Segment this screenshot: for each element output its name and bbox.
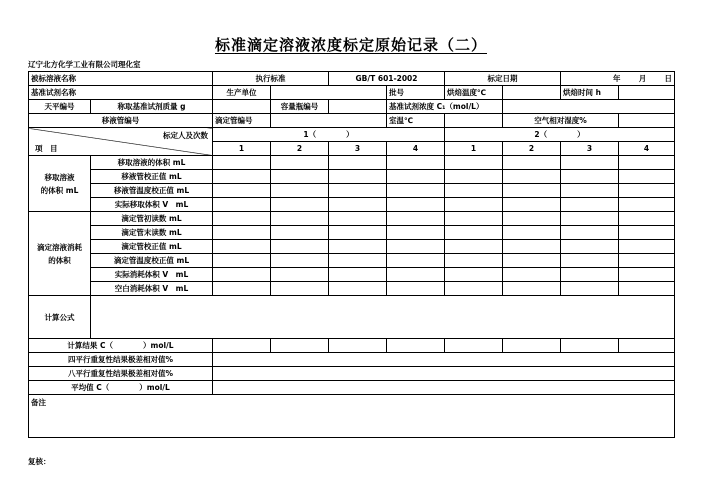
section2-label-line2: 的体积 (48, 255, 71, 265)
four-parallel-label: 四平行重复性结果极差相对值% (29, 353, 213, 367)
data-cell[interactable] (619, 282, 675, 296)
data-cell[interactable] (561, 268, 619, 282)
data-cell[interactable] (329, 282, 387, 296)
data-cell[interactable] (503, 212, 561, 226)
data-cell[interactable] (561, 339, 619, 353)
row-label: 实际消耗体积 V mL (91, 268, 213, 282)
burette-number-value[interactable] (271, 114, 387, 128)
info-row-3 (29, 100, 675, 114)
data-cell[interactable] (329, 156, 387, 170)
formula-label: 计算公式 (29, 296, 91, 339)
data-cell[interactable] (619, 212, 675, 226)
data-cell[interactable] (445, 268, 503, 282)
dry-time-label: 烘焙时间 h (561, 86, 619, 100)
data-cell[interactable] (213, 254, 271, 268)
data-cell[interactable] (213, 282, 271, 296)
section1-label-line1: 移取溶液 (44, 172, 75, 182)
calibration-date-field[interactable] (561, 72, 675, 86)
eight-parallel-row (29, 367, 675, 381)
data-cell[interactable] (445, 240, 503, 254)
data-cell[interactable] (387, 198, 445, 212)
reagent-conc-value[interactable] (503, 100, 675, 114)
data-cell[interactable] (445, 212, 503, 226)
data-cell[interactable] (445, 156, 503, 170)
table-row (29, 240, 675, 254)
dry-time-value[interactable] (619, 86, 675, 100)
item-diagonal-header (29, 128, 213, 156)
data-cell[interactable] (619, 268, 675, 282)
data-cell[interactable] (271, 212, 329, 226)
average-row (29, 381, 675, 395)
data-cell[interactable] (561, 240, 619, 254)
data-cell[interactable] (503, 282, 561, 296)
mass-label: 称取基准试剂质量 g (91, 100, 213, 114)
row-label: 滴定管校正值 mL (91, 240, 213, 254)
col-number: 2 (503, 142, 561, 156)
data-cell[interactable] (271, 254, 329, 268)
data-cell[interactable] (213, 268, 271, 282)
data-cell[interactable] (445, 339, 503, 353)
result-row (29, 339, 675, 353)
data-cell[interactable] (561, 226, 619, 240)
data-cell[interactable] (503, 240, 561, 254)
data-cell[interactable] (503, 226, 561, 240)
data-cell[interactable] (271, 240, 329, 254)
room-temp-value[interactable] (445, 114, 503, 128)
record-form (28, 71, 675, 438)
header-row-1 (29, 128, 675, 142)
data-cell[interactable] (213, 156, 271, 170)
table-row (29, 226, 675, 240)
table-row (29, 212, 675, 226)
data-cell[interactable] (387, 156, 445, 170)
formula-field[interactable] (91, 296, 675, 339)
year-label: 年 (612, 74, 621, 83)
data-cell[interactable] (387, 339, 445, 353)
data-cell[interactable] (619, 198, 675, 212)
data-cell[interactable] (213, 198, 271, 212)
data-cell[interactable] (445, 254, 503, 268)
col-number: 4 (619, 142, 675, 156)
data-cell[interactable] (387, 240, 445, 254)
row-label: 移液管温度校正值 mL (91, 184, 213, 198)
dry-temp-label: 烘焙温度℃ (445, 86, 503, 100)
data-cell[interactable] (271, 156, 329, 170)
data-cell[interactable] (213, 170, 271, 184)
data-cell[interactable] (503, 254, 561, 268)
data-cell[interactable] (387, 226, 445, 240)
document-title: 标准滴定溶液浓度标定原始记录（二） (214, 36, 487, 54)
data-cell[interactable] (271, 282, 329, 296)
data-cell[interactable] (329, 170, 387, 184)
data-cell[interactable] (213, 184, 271, 198)
four-parallel-value[interactable] (213, 353, 675, 367)
eight-parallel-label: 八平行重复性结果极差相对值% (29, 367, 213, 381)
data-cell[interactable] (329, 339, 387, 353)
data-cell[interactable] (387, 268, 445, 282)
table-row (29, 282, 675, 296)
mass-value[interactable] (213, 100, 271, 114)
table-row (29, 268, 675, 282)
row-label: 滴定管初读数 mL (91, 212, 213, 226)
data-cell[interactable] (271, 226, 329, 240)
col-number: 3 (329, 142, 387, 156)
remarks-row (29, 395, 675, 438)
table-row (29, 198, 675, 212)
data-cell[interactable] (445, 184, 503, 198)
row-label: 滴定管温度校正值 mL (91, 254, 213, 268)
result-label: 计算结果 C（ ）mol/L (29, 339, 213, 353)
data-cell[interactable] (271, 170, 329, 184)
maker-label: 生产单位 (213, 86, 271, 100)
data-cell[interactable] (561, 198, 619, 212)
data-cell[interactable] (561, 254, 619, 268)
person1-header: 1（ ） (213, 128, 445, 142)
data-cell[interactable] (387, 254, 445, 268)
section1-label-line2: 的体积 mL (40, 185, 79, 195)
data-cell[interactable] (619, 339, 675, 353)
data-cell[interactable] (619, 226, 675, 240)
data-cell[interactable] (213, 240, 271, 254)
data-cell[interactable] (561, 212, 619, 226)
table-row (29, 156, 675, 170)
data-cell[interactable] (271, 184, 329, 198)
standard-label: 执行标准 (213, 72, 329, 86)
reviewer-label: 复核： (28, 457, 51, 466)
data-cell[interactable] (387, 212, 445, 226)
info-row-2 (29, 86, 675, 100)
four-parallel-row (29, 353, 675, 367)
batch-label: 批号 (387, 86, 445, 100)
solution-name-label: 被标溶液名称 (29, 72, 213, 86)
data-cell[interactable] (329, 240, 387, 254)
data-cell[interactable] (619, 184, 675, 198)
data-cell[interactable] (619, 170, 675, 184)
info-row-4 (29, 114, 675, 128)
data-cell[interactable] (329, 254, 387, 268)
data-cell[interactable] (271, 198, 329, 212)
data-cell[interactable] (503, 170, 561, 184)
data-cell[interactable] (329, 268, 387, 282)
flask-label: 容量瓶编号 (271, 100, 329, 114)
section2-label (29, 212, 91, 296)
col-number: 4 (387, 142, 445, 156)
humidity-label: 空气相对湿度% (503, 114, 619, 128)
data-cell[interactable] (619, 156, 675, 170)
data-cell[interactable] (561, 184, 619, 198)
data-cell[interactable] (329, 226, 387, 240)
pipette-number-label: 移液管编号 (29, 114, 213, 128)
data-cell[interactable] (503, 156, 561, 170)
col-number: 1 (445, 142, 503, 156)
col-number: 3 (561, 142, 619, 156)
data-cell[interactable] (271, 268, 329, 282)
maker-value[interactable] (271, 86, 387, 100)
calibration-date-label: 标定日期 (445, 72, 561, 86)
row-label: 空白消耗体积 V mL (91, 282, 213, 296)
data-cell[interactable] (503, 339, 561, 353)
data-cell[interactable] (387, 170, 445, 184)
col-number: 1 (213, 142, 271, 156)
data-cell[interactable] (619, 240, 675, 254)
data-cell[interactable] (329, 212, 387, 226)
humidity-value[interactable] (619, 114, 675, 128)
company-name: 辽宁北方化学工业有限公司理化室 (28, 60, 141, 69)
data-cell[interactable] (271, 339, 329, 353)
row-label: 实际移取体积 V mL (91, 198, 213, 212)
row-label: 移液管校正值 mL (91, 170, 213, 184)
room-temp-label: 室温℃ (387, 114, 445, 128)
average-label: 平均值 C（ ）mol/L (29, 381, 213, 395)
burette-number-label: 滴定管编号 (213, 114, 271, 128)
data-cell[interactable] (445, 282, 503, 296)
eight-parallel-value[interactable] (213, 367, 675, 381)
person-times-label: 标定人及次数 (163, 131, 208, 140)
section1-label (29, 156, 91, 212)
data-cell[interactable] (561, 156, 619, 170)
data-cell[interactable] (619, 254, 675, 268)
row-label: 滴定管末读数 mL (91, 226, 213, 240)
data-cell[interactable] (561, 282, 619, 296)
table-row (29, 170, 675, 184)
reagent-name-label: 基准试剂名称 (29, 86, 213, 100)
day-label: 日 (664, 74, 673, 83)
data-cell[interactable] (503, 198, 561, 212)
data-cell[interactable] (387, 184, 445, 198)
table-row (29, 184, 675, 198)
data-cell[interactable] (387, 282, 445, 296)
info-row-1 (29, 72, 675, 86)
reagent-conc-label: 基准试剂浓度 C₁（mol/L） (387, 100, 503, 114)
data-cell[interactable] (213, 339, 271, 353)
month-label: 月 (638, 74, 647, 83)
data-cell[interactable] (329, 184, 387, 198)
data-cell[interactable] (503, 268, 561, 282)
row-label: 移取溶液的体积 mL (91, 156, 213, 170)
col-number: 2 (271, 142, 329, 156)
data-cell[interactable] (561, 170, 619, 184)
formula-row (29, 296, 675, 339)
data-cell[interactable] (329, 198, 387, 212)
data-cell[interactable] (213, 212, 271, 226)
table-row (29, 254, 675, 268)
dry-temp-value[interactable] (503, 86, 561, 100)
data-cell[interactable] (445, 226, 503, 240)
remarks-field[interactable] (29, 395, 675, 438)
average-value[interactable] (213, 381, 675, 395)
flask-value[interactable] (329, 100, 387, 114)
remarks-label: 备注 (31, 398, 46, 407)
data-cell[interactable] (445, 170, 503, 184)
section2-label-line1: 滴定溶液消耗 (37, 242, 82, 252)
data-cell[interactable] (213, 226, 271, 240)
person2-header: 2（ ） (445, 128, 675, 142)
balance-label: 天平编号 (29, 100, 91, 114)
standard-value: GB/T 601-2002 (329, 72, 445, 86)
item-label: 项 目 (35, 144, 58, 153)
data-cell[interactable] (445, 198, 503, 212)
data-cell[interactable] (503, 184, 561, 198)
